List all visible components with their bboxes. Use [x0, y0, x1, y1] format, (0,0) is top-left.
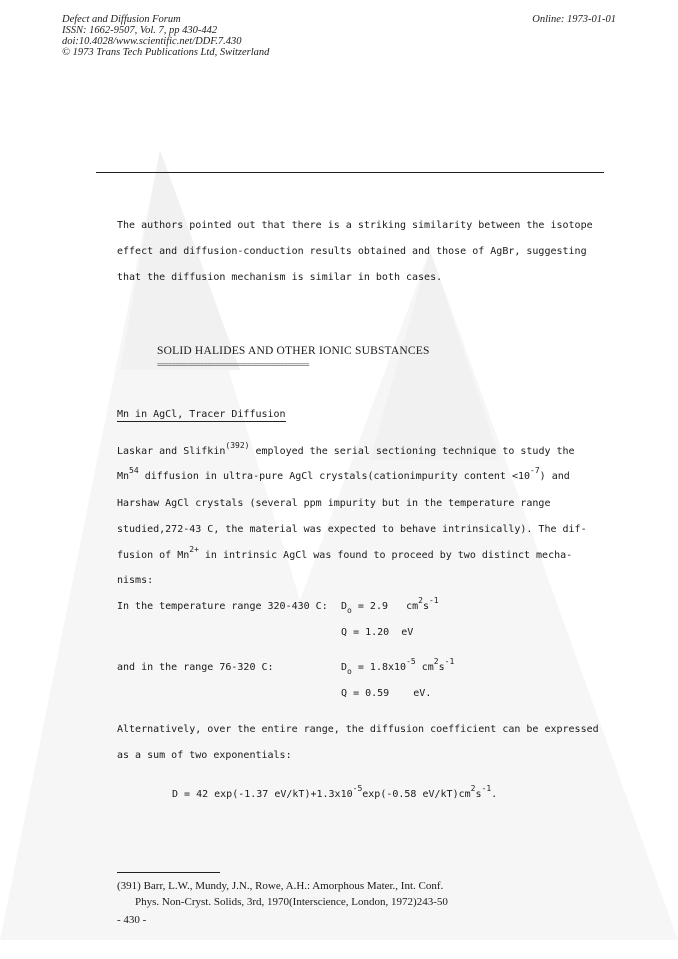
range2-d0-equation: [341, 657, 455, 676]
unit: eV: [401, 627, 414, 638]
subscript: o: [347, 606, 352, 615]
isotope-superscript: 54: [129, 466, 139, 475]
range1-q-equation: [341, 627, 413, 638]
intro-line-1: The authors pointed out that there is a striking similarity between the isotope: [117, 220, 593, 231]
text-span: Q: [341, 688, 348, 699]
value: = 1.20: [353, 627, 390, 638]
text-span: s: [475, 789, 482, 800]
doi-line: doi:10.4028/www.scientific.net/DDF.7.430: [62, 36, 242, 47]
unit: s: [422, 601, 429, 612]
unit: cm: [421, 662, 434, 673]
intro-line-2: effect and diffusion-conduction results obtained and those of AgBr, suggesting: [117, 246, 587, 257]
footnote-line-2: Phys. Non-Cryst. Solids, 3rd, 1970(Interscience, London, 1972)243-50: [135, 896, 448, 908]
section-title-underline: ==========================================: [157, 361, 309, 369]
text-span: ) and: [539, 471, 570, 482]
journal-header: [62, 14, 269, 58]
footnote-line-1: (391) Barr, L.W., Mundy, J.N., Rowe, A.H.: Amorphous Mater., Int. Conf.: [117, 880, 444, 892]
sum-equation: [172, 784, 498, 800]
reference-392: (392): [225, 441, 250, 450]
value: = 2.9: [357, 601, 388, 612]
intro-line-3: that the diffusion mechanism is similar in both cases.: [117, 272, 443, 283]
subsection-title: Mn in AgCl, Tracer Diffusion: [117, 409, 286, 420]
text-span: fusion of Mn: [117, 550, 190, 561]
online-date: Online: 1973-01-01: [532, 14, 616, 25]
journal-name: Defect and Diffusion Forum: [62, 14, 181, 25]
text-span: D = 42 exp(-1.37 eV/kT)+1.3x10: [172, 789, 353, 800]
footnote-divider: [117, 872, 220, 873]
text-span: in intrinsic AgCl was found to proceed by two distinct mecha-: [198, 550, 573, 561]
text-span: D: [341, 662, 348, 673]
range1-d0-equation: [341, 596, 439, 615]
page-number: - 430 -: [117, 914, 147, 926]
exponent: -1: [428, 596, 439, 605]
section-title: SOLID HALIDES AND OTHER IONIC SUBSTANCES: [157, 345, 430, 357]
body-line-6: nisms:: [117, 575, 154, 586]
text-span: Q: [341, 627, 348, 638]
exponent: -5: [406, 657, 416, 666]
text-span: exp(-0.58 eV/kT)cm: [362, 789, 471, 800]
top-divider: [96, 172, 604, 173]
text-span: Mn: [117, 471, 130, 482]
copyright-line: © 1973 Trans Tech Publications Ltd, Switzerland: [62, 47, 270, 58]
text-span: diffusion in ultra-pure AgCl crystals(cationimpurity content <10: [138, 471, 531, 482]
body-line-3: Harshaw AgCl crystals (several ppm impurity but in the temperature range: [117, 498, 551, 509]
text-span: .: [491, 789, 498, 800]
subscript: o: [347, 667, 352, 676]
text-span: D: [341, 601, 348, 612]
range2-label: and in the range 76-320 C:: [117, 662, 274, 673]
range1-label: In the temperature range 320-430 C:: [117, 601, 328, 612]
issn-line: ISSN: 1662-9507, Vol. 7, pp 430-442: [62, 25, 218, 36]
exponent: 2: [470, 784, 476, 793]
exponent: -1: [481, 784, 492, 793]
text-span: employed the serial sectioning technique to study the: [249, 446, 575, 457]
exponent: -5: [352, 784, 363, 793]
value: = 0.59: [353, 688, 390, 699]
exponent: 2: [433, 657, 439, 666]
watermark-logo: [0, 40, 678, 940]
exponent: -1: [444, 657, 455, 666]
range2-q-equation: [341, 688, 431, 699]
unit: s: [438, 662, 445, 673]
body-line-2: [117, 466, 570, 482]
value: = 1.8x10: [357, 662, 407, 673]
charge-superscript: 2+: [189, 545, 199, 554]
unit: eV.: [413, 688, 432, 699]
unit: cm: [406, 601, 419, 612]
body-line-1: [117, 441, 575, 457]
alt-line-2: as a sum of two exponentials:: [117, 750, 292, 761]
body-line-4: studied,272-43 C, the material was expected to behave intrinsically). The dif-: [117, 524, 587, 535]
alt-line-1: Alternatively, over the entire range, the diffusion coefficient can be expressed: [117, 724, 599, 735]
exponent: -7: [530, 466, 540, 475]
text-span: Laskar and Slifkin: [117, 446, 226, 457]
exponent: 2: [418, 596, 423, 605]
body-line-5: [117, 545, 573, 561]
